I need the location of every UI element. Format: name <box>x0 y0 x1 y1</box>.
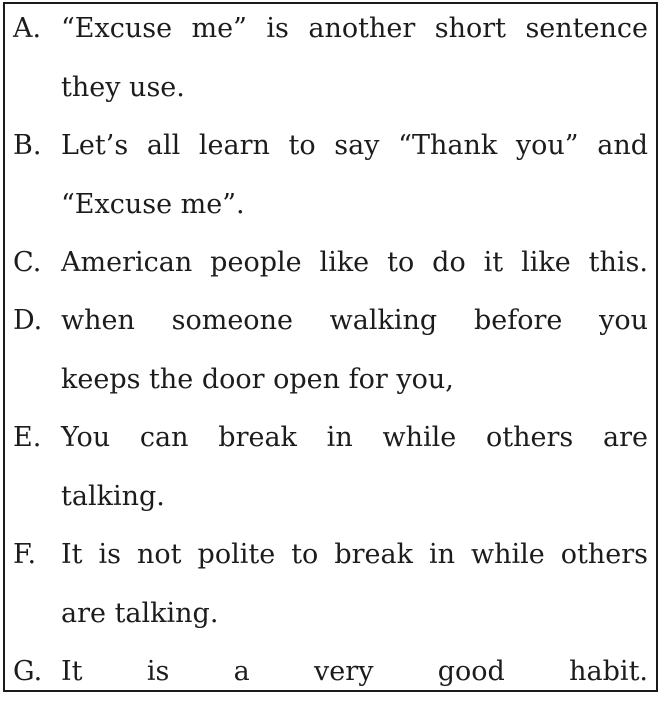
option-f <box>13 526 648 643</box>
option-text-line1: It is not polite to break in while others <box>61 539 648 570</box>
option-text-line1: when someone walking before you <box>61 305 648 336</box>
option-c <box>13 234 648 293</box>
option-letter: C. <box>13 247 42 278</box>
option-text-line1: Let’s all learn to say “Thank you” and <box>61 130 648 161</box>
option-a <box>13 0 648 117</box>
option-text-line2: they use. <box>61 71 185 103</box>
option-text-line2: are talking. <box>61 597 219 629</box>
option-d <box>13 292 648 409</box>
option-text-line2: talking. <box>61 480 165 512</box>
option-text-line1: You can break in while others are <box>61 422 648 453</box>
option-text-line2: keeps the door open for you, <box>61 363 454 395</box>
option-text-line1: It is a very good habit. <box>61 656 648 687</box>
option-letter: A. <box>13 13 42 44</box>
option-text-line1: “Excuse me” is another short sentence <box>61 13 648 44</box>
option-text-line2: “Excuse me”. <box>61 188 245 220</box>
options-box <box>3 2 658 692</box>
option-letter: G. <box>13 656 43 687</box>
option-letter: F. <box>13 539 37 570</box>
option-letter: D. <box>13 305 43 336</box>
option-e <box>13 409 648 526</box>
option-letter: B. <box>13 130 42 161</box>
option-g <box>13 643 648 702</box>
option-b <box>13 117 648 234</box>
option-letter: E. <box>13 422 42 453</box>
option-text-line1: American people like to do it like this. <box>61 247 648 278</box>
